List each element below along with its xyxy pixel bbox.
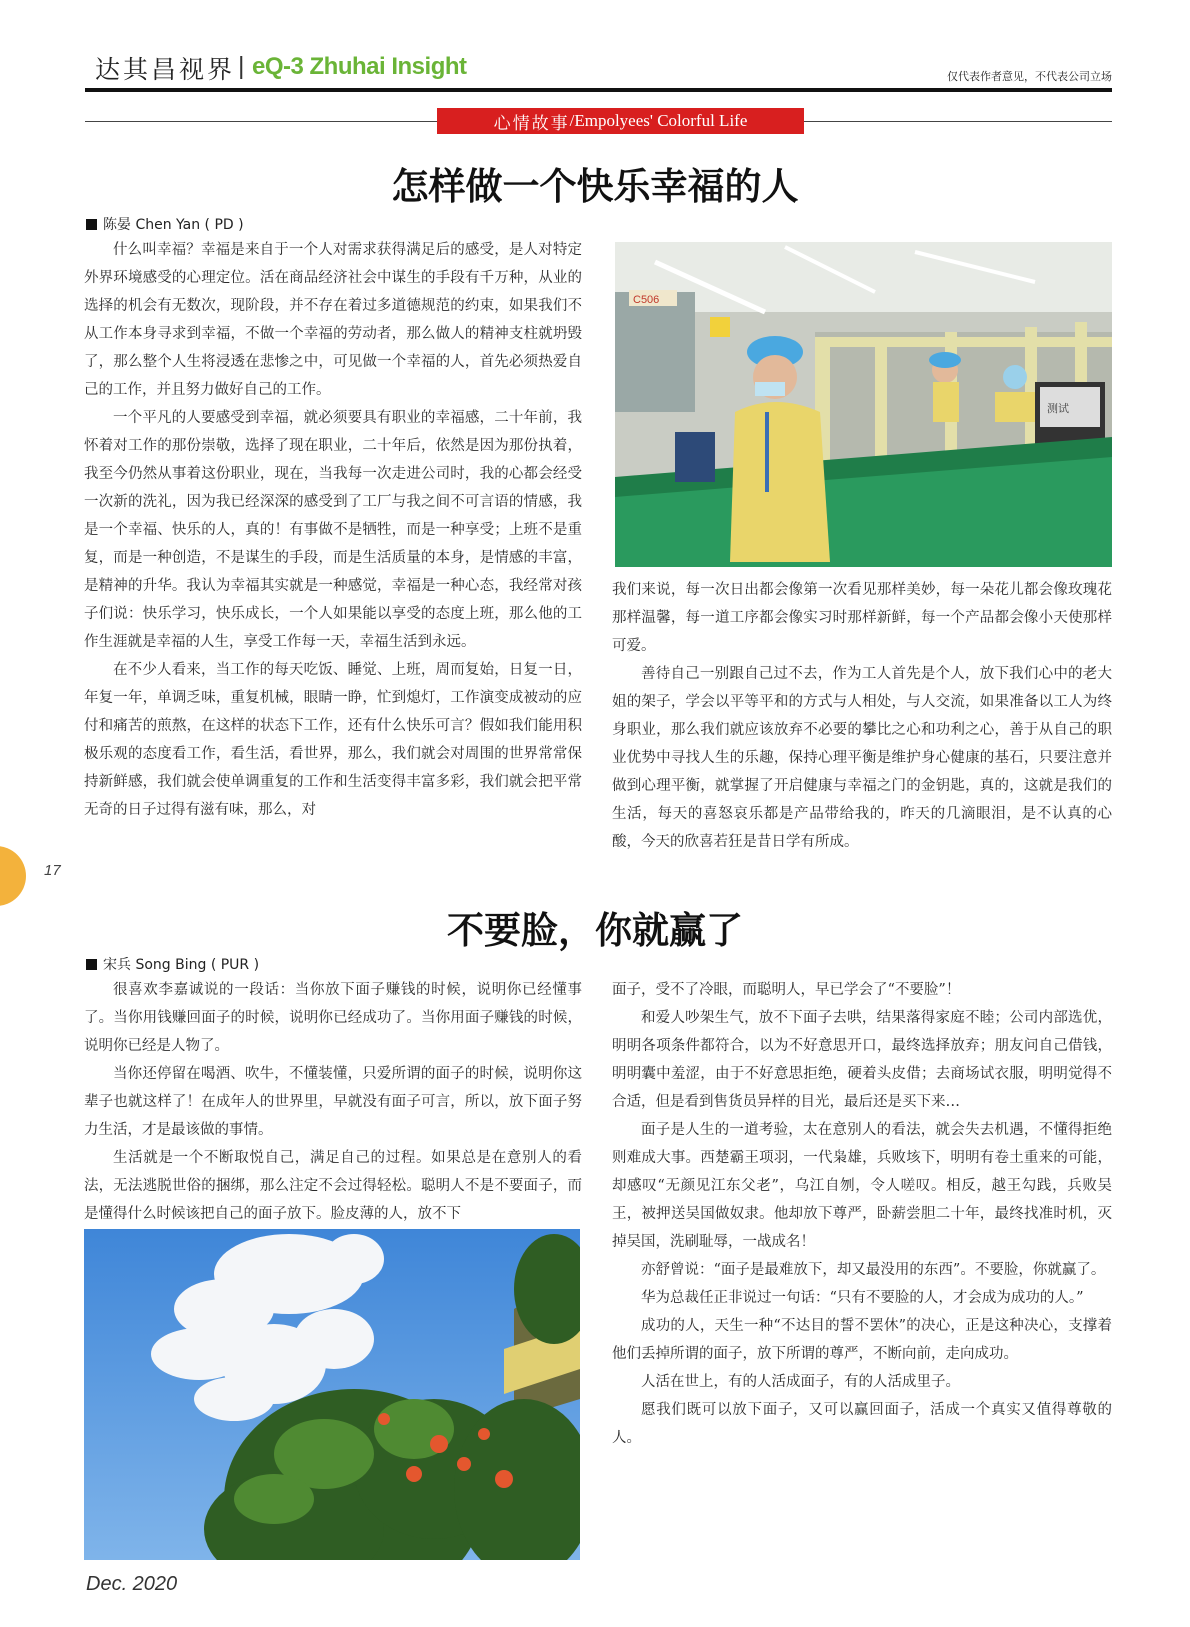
section-badge	[437, 108, 804, 134]
section-label-en: /Empolyees' Colorful Life	[569, 111, 748, 130]
article1-right-column	[612, 576, 1112, 856]
paragraph: 生活就是一个不断取悦自己，满足自己的过程。如果总是在意别人的看法，无法逃脱世俗的捆绑，那么注定不会过得轻松。聪明人不是不要面子，而是懂得什么时候该把自己的面子放下。脸皮薄的人，放不下	[84, 1150, 582, 1222]
page-number-marker	[0, 846, 26, 906]
article2-title: 不要脸，你就赢了	[447, 908, 743, 952]
section-rule-right	[804, 121, 1112, 122]
paragraph: 愿我们既可以放下面子，又可以赢回面子，活成一个真实又值得尊敬的人。	[612, 1402, 1112, 1446]
paragraph: 很喜欢李嘉诚说的一段话：当你放下面子赚钱的时候，说明你已经懂事了。当你用钱赚回面子的时候，说明你已经成功了。当你用面子赚钱的时候，说明你已经是人物了。	[84, 982, 582, 1054]
paragraph: 在不少人看来，当工作的每天吃饭、睡觉、上班，周而复始，日复一日，年复一年，单调乏味，重复机械，眼睛一睁，忙到熄灯，工作演变成被动的应付和痛苦的煎熬，在这样的状态下工作，还有什么快乐可言？假如我们能用积极乐观的态度看工作，看生活，看世界，那么，我们就会对周围的世界常常保持新鲜感，我们就会使单调重复的工作和生活变得丰富多彩，我们就会把平常无奇的日子过得有滋有味，那么，对	[84, 662, 582, 818]
article2-left-column	[84, 976, 582, 1228]
issue-date: Dec. 2020	[86, 1573, 178, 1595]
header-rule	[85, 88, 1112, 92]
article1-author-name: 陈晏 Chen Yan ( PD )	[103, 217, 244, 233]
paragraph: 华为总裁任正非说过一句话：“只有不要脸的人，才会成为成功的人。”	[641, 1290, 1084, 1306]
factory-workers-photo	[615, 242, 1112, 567]
paragraph: 亦舒曾说：“面子是最难放下，却又最没用的东西”。不要脸，你就赢了。	[641, 1262, 1106, 1278]
header-separator: |	[238, 52, 245, 80]
paragraph: 面子，受不了冷眼，而聪明人，早已学会了“不要脸”！	[612, 982, 961, 998]
sky-tree-photo	[84, 1229, 580, 1560]
article1-left-column	[84, 236, 582, 824]
article2-right-column	[612, 976, 1112, 1452]
paragraph: 和爱人吵架生气，放不下面子去哄，结果落得家庭不睦；公司内部选优，明明各项条件都符合，以为不好意思开口，最终选择放弃；朋友问自己借钱，明明囊中羞涩，由于不好意思拒绝，硬着头皮借；去商场试衣服，明明觉得不合适，但是看到售货员异样的目光，最后还是买下来…	[612, 1010, 1112, 1110]
author-square-icon	[86, 219, 97, 230]
paragraph: 我们来说，每一次日出都会像第一次看见那样美妙，每一朵花儿都会像玫瑰花那样温馨，每一道工序都会像实习时那样新鲜，每一个产品都会像小天使那样可爱。	[612, 582, 1112, 654]
article2-author-name: 宋兵 Song Bing ( PUR )	[103, 957, 260, 973]
section-rule-left	[85, 121, 437, 122]
brand-name: eQ-3 Zhuhai Insight	[252, 53, 467, 80]
magazine-title: 达其昌视界	[95, 55, 236, 84]
paragraph: 善待自己一别跟自己过不去，作为工人首先是个人，放下我们心中的老大姐的架子，学会以平等平和的方式与人相处，与人交流，如果准备以工人为终身职业，那么我们就应该放弃不必要的攀比之心和功利之心，善于从自己的职业优势中寻找人生的乐趣，保持心理平衡是维护身心健康的基石，只要注意并做到心理平衡，就掌握了开启健康与幸福之门的金钥匙，真的，这就是我们的生活，每天的喜怒哀乐都是产品带给我的，昨天的几滴眼泪，是不认真的心酸，今天的欣喜若狂是昔日学有所成。	[612, 666, 1112, 850]
section-label-cn: 心情故事	[493, 113, 570, 134]
photo-monitor-label: 测试	[1047, 402, 1069, 415]
paragraph: 什么叫幸福？幸福是来自于一个人对需求获得满足后的感受，是人对特定外界环境感受的心理定位。活在商品经济社会中谋生的手段有千万种，从业的选择的机会有无数次，现阶段，并不存在着过多道德规范的约束，如果我们不从工作本身寻求到幸福，不做一个幸福的劳动者，那么做人的精神支柱就坍毁了，那么整个人生将浸透在悲惨之中，可见做一个幸福的人，首先必须热爱自己的工作，并且努力做好自己的工作。	[84, 242, 582, 398]
photo-sign-text: C506	[633, 294, 660, 306]
paragraph: 人活在世上，有的人活成面子，有的人活成里子。	[641, 1374, 960, 1390]
article1-title: 怎样做一个快乐幸福的人	[391, 164, 799, 208]
article1-author	[86, 214, 244, 234]
author-square-icon	[86, 959, 97, 970]
page-number: 17	[44, 862, 61, 879]
article2-author	[86, 954, 259, 974]
paragraph: 当你还停留在喝酒、吹牛，不懂装懂，只爱所谓的面子的时候，说明你这辈子也就这样了！在成年人的世界里，早就没有面子可言，所以，放下面子努力生活，才是最该做的事情。	[84, 1066, 582, 1138]
paragraph: 面子是人生的一道考验，太在意别人的看法，就会失去机遇，不懂得拒绝则难成大事。西楚霸王项羽，一代枭雄，兵败垓下，明明有卷土重来的可能，却感叹“无颜见江东父老”，乌江自刎，令人嗟叹。相反，越王勾践，兵败吴王，被押送吴国做奴隶。他却放下尊严，卧薪尝胆二十年，最终找准时机，灭掉吴国，洗刷耻辱，一战成名！	[612, 1122, 1112, 1250]
disclaimer-text: 仅代表作者意见，不代表公司立场	[947, 70, 1112, 83]
paragraph: 成功的人，天生一种“不达目的誓不罢休”的决心，正是这种决心，支撑着他们丢掉所谓的面子，放下所谓的尊严，不断向前，走向成功。	[612, 1318, 1112, 1362]
paragraph: 一个平凡的人要感受到幸福，就必须要具有职业的幸福感，二十年前，我怀着对工作的那份崇敬，选择了现在职业，二十年后，依然是因为那份执着，我至今仍然从事着这份职业，现在，当我每一次走进公司时，我的心都会经受一次新的洗礼，因为我已经深深的感受到了工厂与我之间不可言语的情感，我是一个幸福、快乐的人，真的！有事做不是牺牲，而是一种享受；上班不是重复，而是一种创造，不是谋生的手段，而是生活质量的本身，是情感的丰富，是精神的升华。我认为幸福其实就是一种感觉，幸福是一种心态，我经常对孩子们说：快乐学习，快乐成长，一个人如果能以享受的态度上班，那么他的工作生涯就是幸福的人生，享受工作每一天，幸福生活到永远。	[84, 410, 582, 650]
